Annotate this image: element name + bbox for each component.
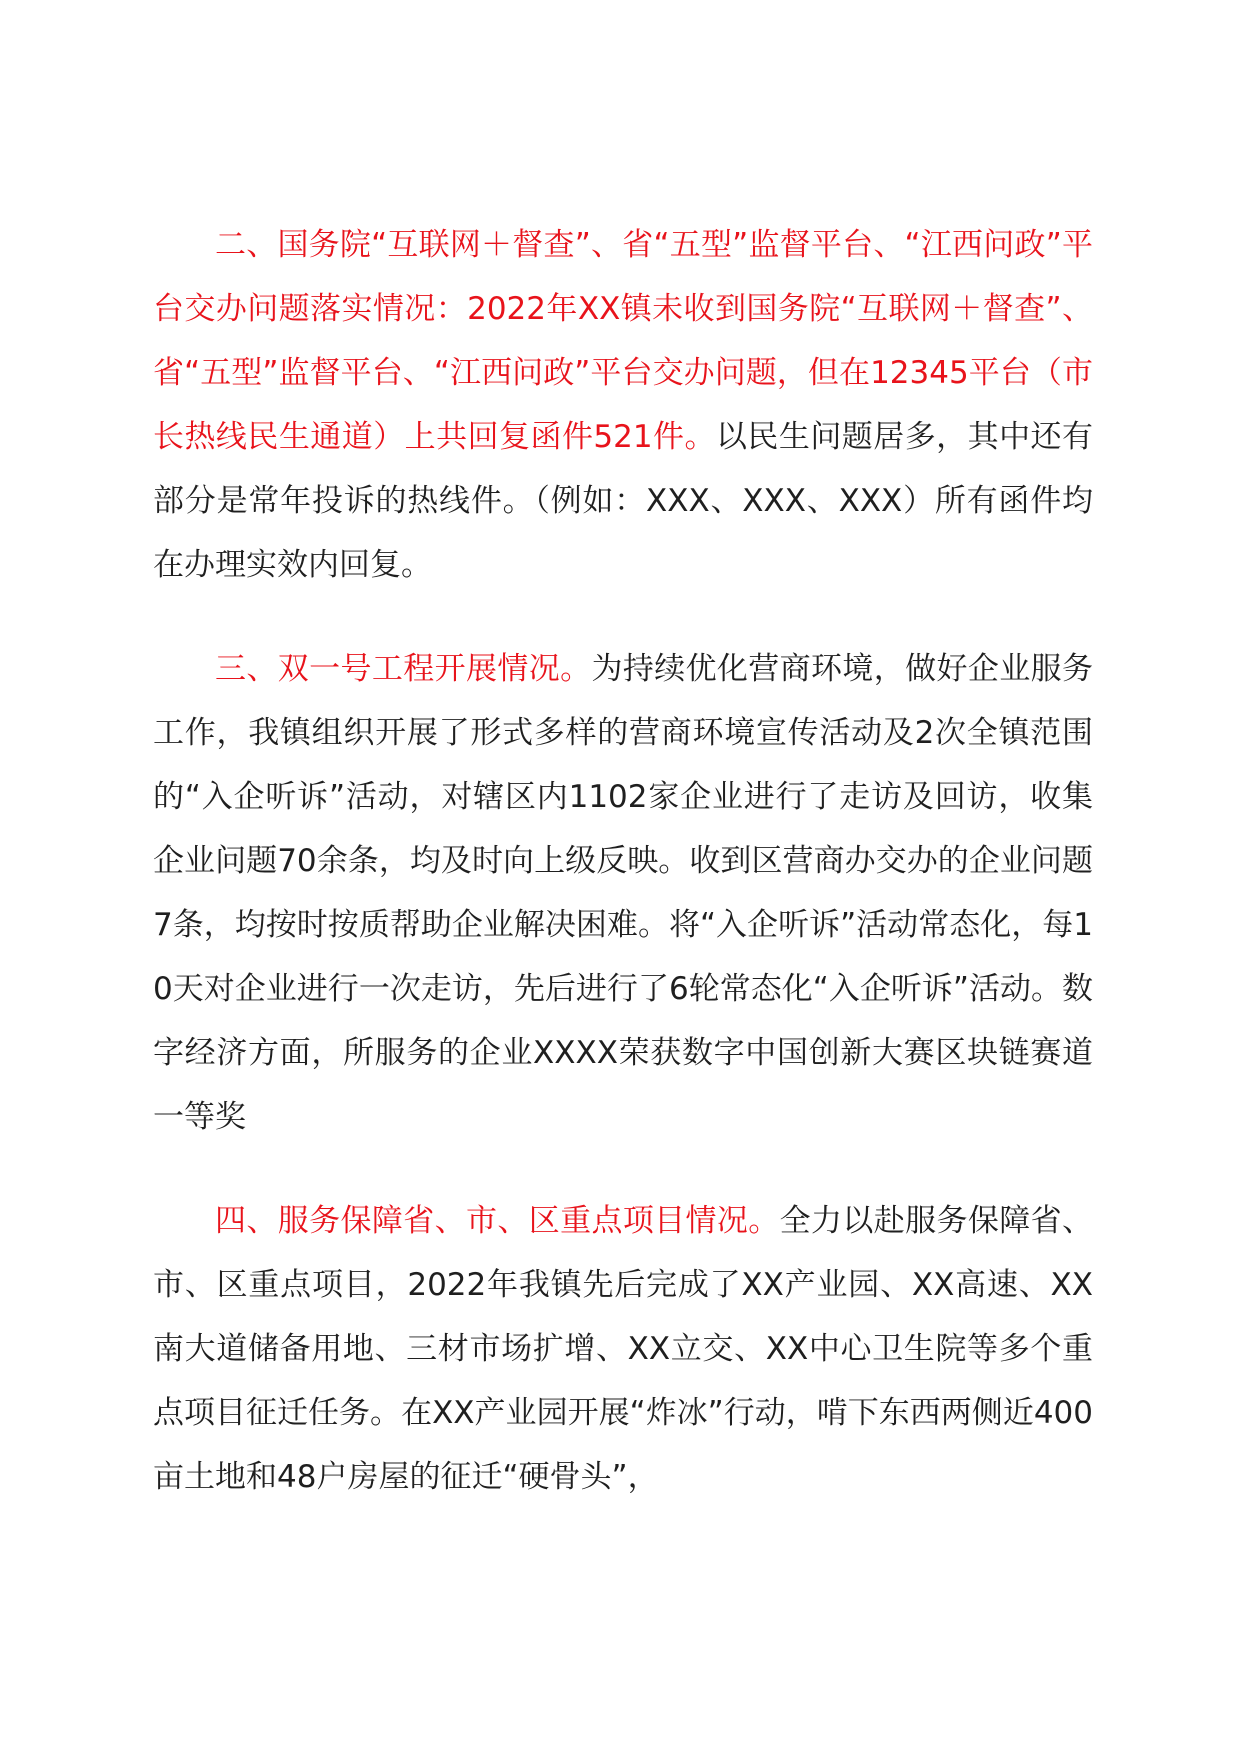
section-four-body: 全力以赴服务保障省、市、区重点项目，2022年我镇先后完成了XX产业园、XX高速、XX南大道储备用地、三材市场扩增、XX立交、XX中心卫生院等多个重点项目征迁任务。在XX产业园开展“炸冰”行动，啃下东西两侧近400亩土地和48户房屋的征迁“硬骨头”， xyxy=(153,1203,1094,1495)
section-two-heading: 二、国务院“互联网＋督查”、省“五型”监督平台、“江西问政”平台交办问题落实情况：2022年XX镇未收到国务院“互联网＋督查”、省“五型”监督平台、“江西问政”平台交办问题，但在12345平台（市长热线民生通道）上共回复函件521件。 xyxy=(153,227,1093,455)
paragraph-section-two xyxy=(153,213,1093,597)
paragraph-section-four xyxy=(153,1189,1093,1509)
paragraph-section-three xyxy=(153,637,1093,1149)
section-three-heading: 三、双一号工程开展情况。 xyxy=(215,651,592,687)
section-two-body: 以民生问题居多，其中还有部分是常年投诉的热线件。（例如：XXX、XXX、XXX）所有函件均在办理实效内回复。 xyxy=(153,419,1094,583)
section-four-heading: 四、服务保障省、市、区重点项目情况。 xyxy=(215,1203,780,1239)
section-three-body: 为持续优化营商环境，做好企业服务工作，我镇组织开展了形式多样的营商环境宣传活动及2次全镇范围的“入企听诉”活动，对辖区内1102家企业进行了走访及回访，收集企业问题70余条，均及时向上级反映。收到区营商办交办的企业问题7条，均按时按质帮助企业解决困难。将“入企听诉”活动常态化，每10天对企业进行一次走访，先后进行了6轮常态化“入企听诉”活动。数字经济方面，所服务的企业XXXX荣获数字中国创新大赛区块链赛道一等奖 xyxy=(153,651,1094,1135)
